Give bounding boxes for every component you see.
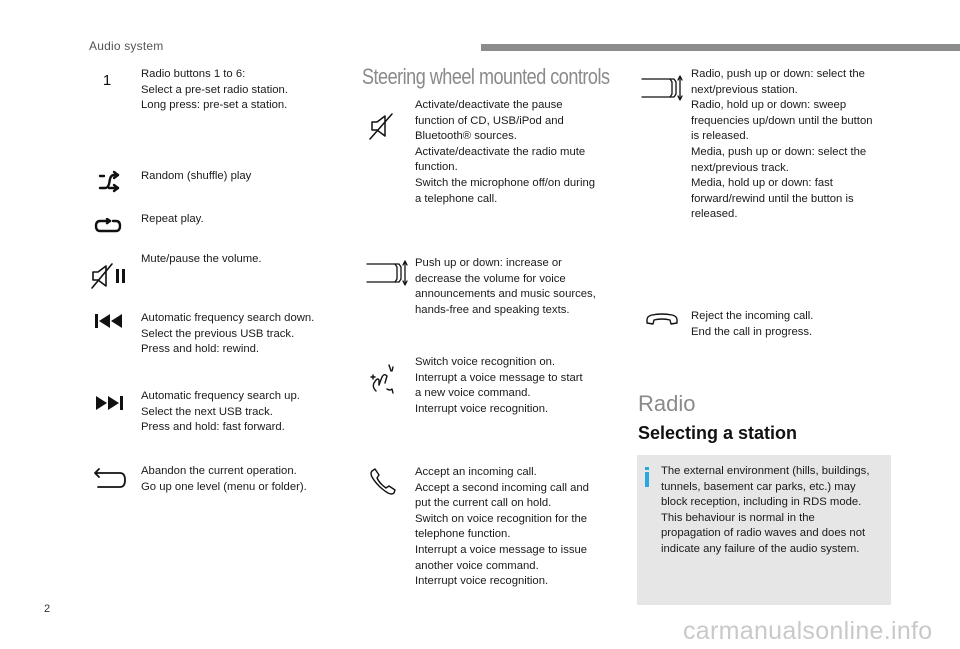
- steering-item-text: Accept an incoming call. Accept a second incoming call and put the current call on hold. Switch on voice recognition for the telephone function. Interrupt a voice message to issue another voice command. Interrupt voice recognition.: [415, 466, 589, 588]
- info-text: The external environment (hills, buildings, tunnels, basement car parks, etc.) may block reception, including in RDS mode. This behaviour is normal in the propagation of radio waves and does not indicate any failure of the audio system.: [661, 465, 870, 555]
- left-item-text: Automatic frequency search down. Select the previous USB track. Press and hold: rewind.: [141, 312, 315, 356]
- header-section-label: Audio system: [89, 39, 164, 53]
- steering-item-text: Activate/deactivate the pause function of CD, USB/iPod and Bluetooth® sources. Activate/deactivate the radio mute function. Switch the microphone off/on during a telephone call.: [415, 99, 596, 205]
- watermark: carmanualsonline.info: [683, 617, 933, 645]
- back-arrow-icon: [90, 466, 128, 492]
- left-item-text: Automatic frequency search up. Select the next USB track. Press and hold: fast forward.: [141, 390, 300, 434]
- mute-pause-icon: [90, 262, 128, 290]
- mute-speaker-icon: [367, 111, 397, 141]
- left-item-text: Abandon the current operation. Go up one level (menu or folder).: [141, 465, 307, 493]
- skip-forward-icon: [94, 395, 124, 411]
- repeat-icon: [93, 218, 123, 234]
- info-icon: [645, 467, 650, 487]
- seek-stalk-icon: [640, 73, 684, 103]
- radio-heading: Radio: [638, 391, 696, 416]
- voice-recognition-icon: [370, 363, 398, 395]
- left-item-text: Repeat play.: [141, 213, 204, 225]
- shuffle-icon: [94, 170, 122, 194]
- phone-reject-icon: [645, 313, 679, 327]
- steering-item-text: Push up or down: increase or decrease the volume for voice announcements and music sources, hands-free and speaking texts.: [415, 257, 596, 316]
- left-item-text: Mute/pause the volume.: [141, 253, 262, 265]
- left-item-text: Radio buttons 1 to 6: Select a pre-set radio station. Long press: pre-set a station.: [141, 68, 288, 112]
- left-item-text: Random (shuffle) play: [141, 170, 252, 182]
- phone-accept-icon: [368, 468, 398, 496]
- steering-item-text: Switch voice recognition on. Interrupt a voice message to start a new voice command. Interrupt voice recognition.: [415, 356, 583, 415]
- header-bar: [481, 44, 960, 51]
- steering-controls-title: Steering wheel mounted controls: [362, 64, 610, 89]
- right-item-text: Reject the incoming call. End the call in progress.: [691, 310, 814, 338]
- right-item-text: Radio, push up or down: select the next/previous station. Radio, hold up or down: sweep frequencies up/down until the button is released. Media, push up or down: select the next/previous track. Media, hold up or down: fast forward/rewind until the button is released.: [691, 68, 873, 221]
- selecting-station-subheading: Selecting a station: [638, 423, 798, 443]
- skip-back-icon: [94, 313, 124, 329]
- page-number: 2: [44, 603, 51, 615]
- volume-stalk-icon: [365, 258, 409, 288]
- digit-one-icon: 1: [102, 71, 112, 89]
